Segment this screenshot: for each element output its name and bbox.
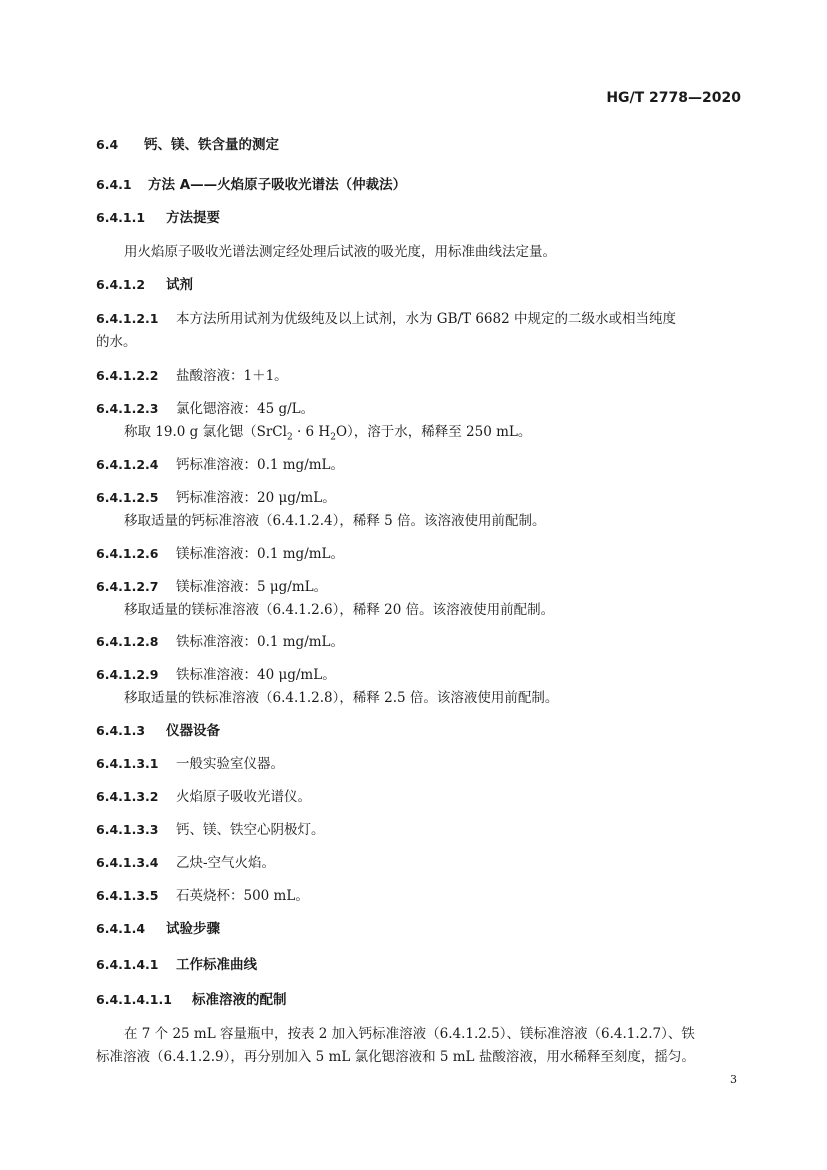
section-6-4-1-4 <box>96 919 220 939</box>
prep-text: O），溶于水，稀释至 250 mL。 <box>335 424 532 440</box>
clause-number: 6.4.1.2.8 <box>96 634 159 649</box>
clause-text: 铁标准溶液：0.1 mg/mL。 <box>176 634 345 650</box>
clause-number: 6.4.1.2.5 <box>96 490 159 505</box>
clause-number: 6.4.1.2.3 <box>96 401 159 416</box>
clause-number: 6.4.1.3.2 <box>96 789 159 804</box>
clause-text: 一般实验室仪器。 <box>176 756 284 772</box>
prep-text: · 6 H <box>292 424 331 440</box>
clause-text: 本方法所用试剂为优级纯及以上试剂，水为 GB/T 6682 中规定的二级水或相当纯度 <box>176 311 676 327</box>
section-6-4-1-1 <box>96 208 220 228</box>
section-6-4-1-4-1 <box>96 955 257 975</box>
clause-number: 6.4.1.2.4 <box>96 457 159 472</box>
clause-text: 镁标准溶液：5 μg/mL。 <box>176 579 328 595</box>
reagent-6-4-1-2-4 <box>96 455 344 475</box>
section-title: 钙、镁、铁含量的测定 <box>144 137 279 153</box>
reagent-6-4-1-2-7 <box>96 577 327 597</box>
section-number: 6.4.1.4.1 <box>96 957 159 972</box>
clause-text: 铁标准溶液：40 μg/mL。 <box>176 667 336 683</box>
reagent-6-4-1-2-2 <box>96 366 288 386</box>
subscript: 2 <box>330 432 336 443</box>
section-number: 6.4 <box>96 137 119 152</box>
section-title: 标准溶液的配制 <box>192 992 287 1008</box>
reagent-6-4-1-2-6 <box>96 544 344 564</box>
clause-number: 6.4.1.3.3 <box>96 822 159 837</box>
section-6-4-1-2 <box>96 275 193 295</box>
instrument-6-4-1-3-1 <box>96 754 284 774</box>
clause-number: 6.4.1.2.6 <box>96 546 159 561</box>
clause-number: 6.4.1.2.7 <box>96 579 159 594</box>
reagent-6-4-1-2-9-preparation: 移取适量的铁标准溶液（6.4.1.2.8），稀释 2.5 倍。该溶液使用前配制。 <box>124 690 559 706</box>
instrument-6-4-1-3-2 <box>96 787 311 807</box>
section-title: 方法 A——火焰原子吸收光谱法（仲裁法） <box>148 177 407 193</box>
clause-text: 钙、镁、铁空心阴极灯。 <box>176 822 325 838</box>
procedure-paragraph-line-1: 在 7 个 25 mL 容量瓶中，按表 2 加入钙标准溶液（6.4.1.2.5）、镁标准溶液（6.4.1.2.7）、铁 <box>124 1026 695 1042</box>
reagent-6-4-1-2-1-continuation: 的水。 <box>96 334 137 350</box>
section-number: 6.4.1.3 <box>96 723 146 738</box>
section-title: 试验步骤 <box>166 921 220 937</box>
reagent-6-4-1-2-3-preparation <box>124 422 531 448</box>
reagent-6-4-1-2-3 <box>96 399 314 419</box>
clause-text: 火焰原子吸收光谱仪。 <box>176 789 311 805</box>
reagent-6-4-1-2-7-preparation: 移取适量的镁标准溶液（6.4.1.2.6），稀释 20 倍。该溶液使用前配制。 <box>124 602 555 618</box>
instrument-6-4-1-3-5 <box>96 886 309 906</box>
section-6-4-1-3 <box>96 721 220 741</box>
clause-text: 乙炔-空气火焰。 <box>176 855 276 871</box>
clause-number: 6.4.1.2.9 <box>96 667 159 682</box>
section-number: 6.4.1 <box>96 177 132 192</box>
reagent-6-4-1-2-5-preparation: 移取适量的钙标准溶液（6.4.1.2.4），稀释 5 倍。该溶液使用前配制。 <box>124 513 546 529</box>
clause-number: 6.4.1.3.5 <box>96 888 159 903</box>
procedure-paragraph-line-2: 标准溶液（6.4.1.2.9），再分别加入 5 mL 氯化锶溶液和 5 mL 盐酸溶液，用水稀释至刻度，摇匀。 <box>96 1049 695 1065</box>
section-title: 方法提要 <box>166 210 220 226</box>
page-number: 3 <box>730 1073 737 1086</box>
clause-text: 镁标准溶液：0.1 mg/mL。 <box>176 546 345 562</box>
document-code: HG/T 2778—2020 <box>606 90 741 106</box>
instrument-6-4-1-3-3 <box>96 820 325 840</box>
subscript: 2 <box>286 432 293 443</box>
clause-number: 6.4.1.3.1 <box>96 756 159 771</box>
clause-text: 钙标准溶液：20 μg/mL。 <box>176 490 336 506</box>
reagent-6-4-1-2-9 <box>96 665 336 685</box>
principle-paragraph: 用火焰原子吸收光谱法测定经处理后试液的吸光度，用标准曲线法定量。 <box>124 244 556 260</box>
section-title: 仪器设备 <box>166 723 220 739</box>
reagent-6-4-1-2-8 <box>96 632 344 652</box>
clause-text: 钙标准溶液：0.1 mg/mL。 <box>176 457 345 473</box>
section-number: 6.4.1.4 <box>96 921 146 936</box>
clause-number: 6.4.1.2.1 <box>96 311 159 326</box>
section-number: 6.4.1.1 <box>96 210 146 225</box>
section-title: 试剂 <box>166 277 193 293</box>
section-6-4-1 <box>96 175 406 195</box>
clause-number: 6.4.1.2.2 <box>96 368 159 383</box>
clause-text: 石英烧杯：500 mL。 <box>176 888 309 904</box>
reagent-6-4-1-2-5 <box>96 488 336 508</box>
reagent-6-4-1-2-1 <box>96 309 676 329</box>
section-title: 工作标准曲线 <box>176 957 257 973</box>
section-6-4-1-4-1-1 <box>96 990 287 1010</box>
prep-text: 称取 19.0 g 氯化锶（SrCl <box>124 424 287 440</box>
section-number: 6.4.1.4.1.1 <box>96 992 172 1007</box>
clause-number: 6.4.1.3.4 <box>96 855 159 870</box>
clause-text: 盐酸溶液：1＋1。 <box>176 368 288 384</box>
instrument-6-4-1-3-4 <box>96 853 275 873</box>
clause-text: 氯化锶溶液：45 g/L。 <box>176 401 315 417</box>
section-number: 6.4.1.2 <box>96 277 146 292</box>
section-6-4 <box>96 135 279 155</box>
